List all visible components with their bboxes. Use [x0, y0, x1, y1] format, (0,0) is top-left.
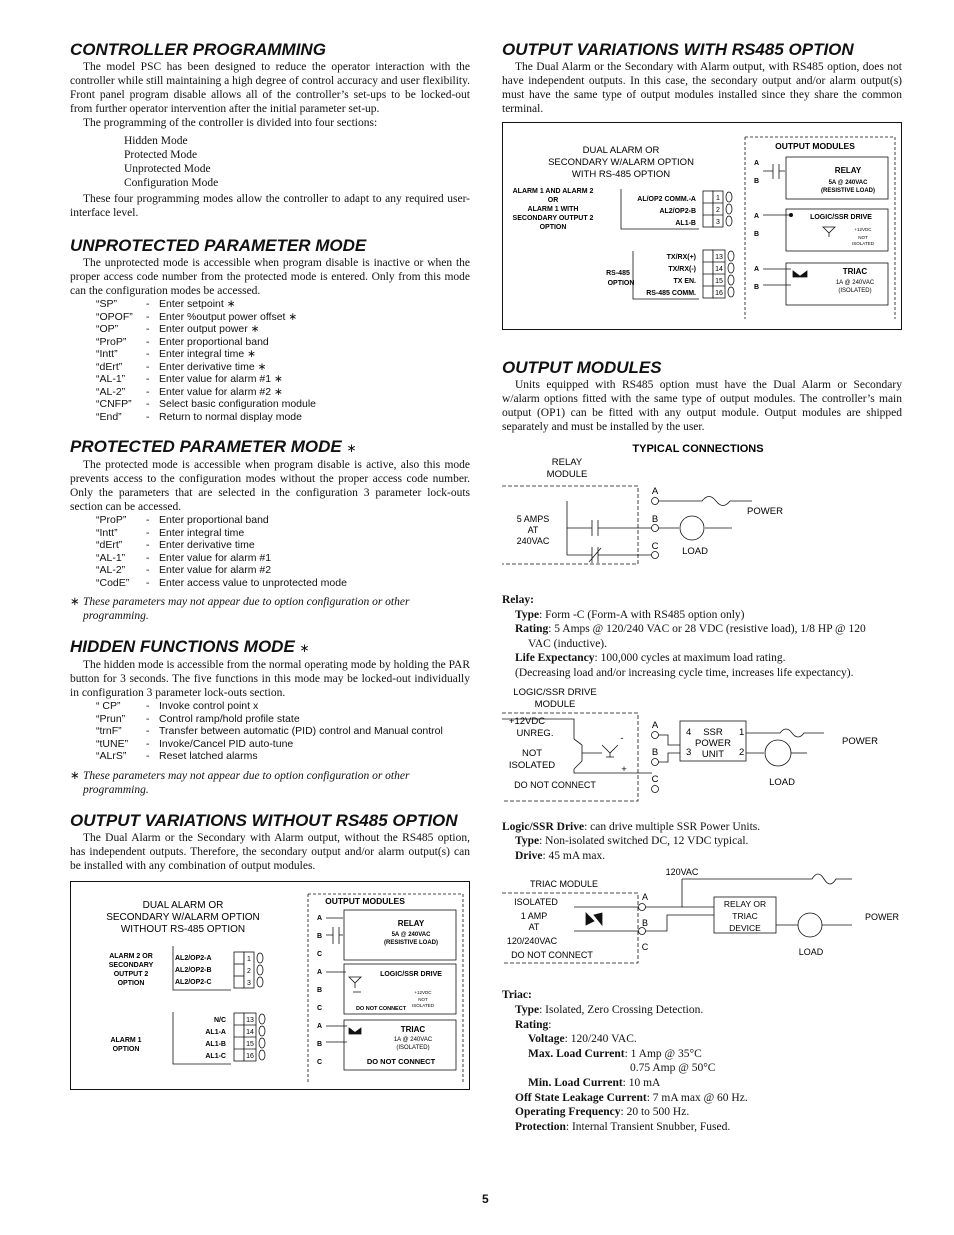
svg-text:TX/RX(+): TX/RX(+)	[666, 254, 696, 261]
svg-text:ISOLATED: ISOLATED	[514, 897, 558, 908]
param-row: “trnF” - Transfer between automatic (PID) control and Manual control	[96, 725, 443, 737]
svg-text:A: A	[754, 213, 760, 220]
svg-text:OUTPUT 2: OUTPUT 2	[113, 970, 149, 978]
logic-connection-diagram	[502, 681, 902, 803]
paragraph: Units equipped with RS485 option must have the Dual Alarm or Secondary w/alarm options fitted with the same type of output modules. The controller’s main output (OP1) can be fitted with any output module. Output modules are shipped separately and must be installed by the user.	[502, 379, 902, 433]
svg-text:TRIAC: TRIAC	[842, 267, 868, 276]
param-row: “OPOF” - Enter %output power offset ∗	[96, 310, 298, 323]
svg-text:OPTION: OPTION	[112, 1045, 140, 1053]
svg-text:+12VDC: +12VDC	[414, 989, 432, 995]
svg-text:RS-485 COMM.: RS-485 COMM.	[646, 290, 696, 297]
modules-title: OUTPUT MODULES	[325, 895, 405, 906]
param-row: “ProP” - Enter proportional band	[96, 335, 269, 348]
wiring-diagram-without-rs485	[70, 881, 470, 1090]
terminal-block-top	[703, 191, 732, 227]
svg-text:B: B	[317, 932, 323, 940]
svg-text:C: C	[317, 1058, 323, 1066]
paragraph: The Dual Alarm or the Secondary with Alarm output, without the RS485 option, has independent outputs. Therefore, the secondary output and/or alarm output(s) can be installed with any combination of output modules.	[70, 831, 470, 872]
svg-text:B: B	[754, 231, 760, 238]
svg-text:(RESISTIVE LOAD): (RESISTIVE LOAD)	[820, 188, 876, 194]
svg-text:WITH RS-485 OPTION: WITH RS-485 OPTION	[571, 169, 671, 180]
param-table	[96, 514, 347, 589]
unprotected-section	[70, 236, 470, 423]
svg-text:LOGIC/SSR DRIVE: LOGIC/SSR DRIVE	[513, 686, 597, 698]
section-title: OUTPUT MODULES	[502, 358, 662, 377]
svg-text:DO NOT CONNECT: DO NOT CONNECT	[355, 1005, 407, 1012]
svg-text:RELAY: RELAY	[551, 457, 583, 468]
section-title: PROTECTED PARAMETER MODE ∗	[70, 437, 357, 456]
svg-text:5 AMPS: 5 AMPS	[516, 514, 550, 524]
svg-text:AL1-C: AL1-C	[205, 1052, 226, 1060]
param-row: “OP” - Enter output power ∗	[96, 323, 260, 335]
relay-connection-diagram	[502, 434, 902, 576]
svg-text:POWER: POWER	[842, 735, 878, 747]
svg-text:B: B	[651, 746, 659, 758]
param-row: “Intt” - Enter integral time ∗	[96, 348, 256, 360]
terminal-label: AL2/OP2-A	[175, 954, 212, 962]
svg-text:SECONDARY: SECONDARY	[108, 961, 154, 969]
param-row: “AL-1” - Enter value for alarm #1 ∗	[96, 373, 283, 385]
paragraph: The hidden mode is accessible from the normal operating mode by holding the PAR button for 3 seconds. The five functions in this mode may be locked-out individually in configuration 3 parameter lock-outs section.	[70, 659, 470, 699]
footnote: ∗ These parameters may not appear due to option configuration or other programming.	[70, 769, 410, 796]
svg-text:POWER: POWER	[747, 506, 783, 517]
param-row: “AL-1” - Enter value for alarm #1	[96, 551, 272, 564]
section-title: CONTROLLER PROGRAMMING	[70, 40, 326, 59]
without-rs485-section	[70, 811, 470, 1090]
svg-text:B: B	[651, 514, 659, 525]
svg-text:OPTION: OPTION	[607, 280, 635, 287]
typical-connections-title: TYPICAL CONNECTIONS	[632, 443, 764, 455]
right-column	[502, 40, 902, 1134]
svg-text:B: B	[754, 178, 760, 185]
svg-text:120/240VAC: 120/240VAC	[506, 936, 558, 947]
svg-text:14: 14	[246, 1028, 254, 1036]
svg-text:1A @ 240VAC: 1A @ 240VAC	[835, 280, 875, 286]
svg-text:3: 3	[686, 746, 692, 758]
svg-text:LOAD: LOAD	[682, 546, 708, 557]
terminal-label: AL2/OP2-C	[175, 978, 212, 986]
svg-text:ISOLATED: ISOLATED	[852, 241, 874, 246]
svg-text:UNREG.: UNREG.	[516, 727, 554, 739]
triac-label: TRIAC	[400, 1024, 426, 1034]
svg-text:120VAC: 120VAC	[665, 867, 699, 878]
svg-text:ISOLATED: ISOLATED	[412, 1002, 434, 1008]
svg-text:2: 2	[716, 207, 720, 214]
svg-text:MODULE: MODULE	[534, 698, 576, 710]
svg-text:AL2/OP2-B: AL2/OP2-B	[659, 208, 696, 215]
page-number: 5	[482, 1192, 489, 1206]
svg-text:NOT: NOT	[418, 996, 428, 1002]
controller-programming-section	[70, 40, 470, 220]
svg-text:AT: AT	[527, 525, 539, 535]
svg-text:2: 2	[739, 746, 745, 758]
svg-text:16: 16	[715, 290, 723, 297]
param-row: “dErt” - Enter derivative time	[96, 539, 255, 551]
svg-text:OPTION: OPTION	[117, 979, 145, 987]
hidden-section	[70, 637, 470, 797]
svg-text:4: 4	[686, 726, 692, 738]
svg-text:SECONDARY OUTPUT 2: SECONDARY OUTPUT 2	[512, 215, 594, 222]
svg-text:AL1-B: AL1-B	[205, 1040, 226, 1048]
svg-text:DO NOT CONNECT: DO NOT CONNECT	[514, 779, 596, 790]
relay-spec: Relay: Type: Form -C (Form-A with RS485 option only) Rating: 5 Amps @ 120/240 VAC or 28 VDC (resistive load), 1/8 HP @ 120 VAC (inductive). Life Expectancy: 100,000 cycles at maximum load rating. (Decreasing load and/or increasing cycle time, increases life expectancy).	[502, 594, 866, 679]
protected-section	[70, 437, 470, 623]
section-title: HIDDEN FUNCTIONS MODE ∗	[70, 637, 310, 656]
logic-label: LOGIC/SSR DRIVE	[380, 970, 442, 978]
terminal-block-top	[234, 952, 263, 988]
relay-label: RELAY	[397, 918, 425, 928]
terminal-block-bottom	[234, 1013, 265, 1061]
param-row: “End” - Return to normal display mode	[96, 410, 302, 423]
svg-text:OR: OR	[547, 197, 559, 204]
svg-text:15: 15	[246, 1040, 254, 1048]
paragraph: These four programming modes allow the controller to adapt to any required user-interface level.	[70, 193, 470, 219]
svg-text:RELAY: RELAY	[834, 166, 862, 175]
triac-connection-diagram	[502, 863, 902, 975]
svg-text:TX/RX(-): TX/RX(-)	[668, 266, 696, 273]
svg-text:13: 13	[246, 1016, 254, 1024]
svg-text:15: 15	[715, 278, 723, 285]
param-row: “AL-2” - Enter value for alarm #2 ∗	[96, 385, 283, 398]
left-column	[70, 40, 470, 1090]
rs485-label: RS-485	[606, 270, 630, 277]
diagram-header: DUAL ALARM OR	[142, 899, 224, 911]
paragraph: The model PSC has been designed to reduce the operator interaction with the controller while still maintaining a high degree of control accuracy and user flexibility. Front panel program disable allows all of the controller’s set-ups to be locked-out from further operator intervention after the initial parameter set-up.	[70, 61, 470, 115]
svg-text:C: C	[651, 541, 659, 552]
param-table	[96, 700, 443, 763]
svg-text:B: B	[317, 1040, 323, 1048]
param-row: “dErt” - Enter derivative time ∗	[96, 360, 267, 373]
alarm2-label: ALARM 2 OR	[109, 952, 153, 960]
svg-text:AL/OP2 COMM.-A: AL/OP2 COMM.-A	[637, 196, 696, 203]
svg-text:A: A	[651, 486, 659, 497]
mode-item: Hidden Mode	[124, 135, 188, 147]
diagram-header: SECONDARY W/ALARM OPTION	[106, 911, 260, 923]
svg-text:AL1-B: AL1-B	[675, 220, 696, 227]
logic-spec: Logic/SSR Drive: can drive multiple SSR Power Units. Type: Non-isolated switched DC, 12 VDC typical. Drive: 45 mA max.	[502, 820, 761, 862]
svg-text:A: A	[317, 968, 323, 976]
svg-text:1: 1	[739, 726, 745, 738]
svg-text:DUAL ALARM OR: DUAL ALARM OR	[582, 145, 660, 156]
svg-text:TX EN.: TX EN.	[673, 278, 696, 285]
svg-text:UNIT: UNIT	[701, 748, 725, 760]
svg-text:1A @ 240VAC: 1A @ 240VAC	[393, 1036, 433, 1043]
svg-text:14: 14	[715, 266, 723, 273]
svg-text:2: 2	[247, 967, 251, 975]
svg-text:AT: AT	[528, 922, 540, 933]
svg-text:POWER: POWER	[864, 912, 900, 923]
wiring-diagram-with-rs485	[502, 122, 902, 330]
mode-item: Unprotected Mode	[124, 163, 211, 175]
param-row: “Prun” - Control ramp/hold profile state	[96, 712, 300, 725]
param-row: “ALrS” - Reset latched alarms	[96, 750, 258, 762]
svg-text:AL1-A: AL1-A	[205, 1028, 226, 1036]
alarm-label: ALARM 1 AND ALARM 2	[512, 188, 594, 195]
svg-text:(RESISTIVE LOAD): (RESISTIVE LOAD)	[383, 939, 439, 946]
svg-text:N/C: N/C	[213, 1016, 226, 1024]
svg-text:A: A	[754, 160, 760, 167]
paragraph: The Dual Alarm or the Secondary with Alarm output, with RS485 option, does not have independent outputs. In this case, the secondary output and/or alarm output(s) must have the same type of output modules installed since they share the common terminal.	[502, 61, 902, 115]
param-row: “tUNE” - Invoke/Cancel PID auto-tune	[96, 737, 294, 750]
paragraph: The programming of the controller is divided into four sections:	[83, 117, 378, 129]
svg-text:C: C	[641, 942, 649, 953]
svg-text:1: 1	[247, 955, 251, 963]
paragraph: The unprotected mode is accessible when program disable is inactive or when the proper access code number from the protected mode is entered. Only from this mode can the configuration modes be accessed.	[70, 257, 470, 297]
svg-text:5A @ 240VAC: 5A @ 240VAC	[391, 931, 431, 938]
svg-text:3: 3	[716, 219, 720, 226]
svg-text:ALARM 1 WITH: ALARM 1 WITH	[527, 206, 579, 213]
svg-text:5A @ 240VAC: 5A @ 240VAC	[828, 180, 868, 186]
param-row: “CodE” - Enter access value to unprotected mode	[96, 576, 347, 589]
output-modules-section	[502, 358, 902, 1134]
param-row: “Intt” - Enter integral time	[96, 526, 245, 539]
svg-text:ISOLATED: ISOLATED	[508, 759, 556, 771]
param-row: “CNFP” - Select basic configuration module	[96, 398, 317, 410]
section-title: OUTPUT VARIATIONS WITH RS485 OPTION	[502, 40, 854, 59]
param-row: “SP” - Enter setpoint ∗	[96, 298, 236, 310]
svg-text:C: C	[651, 773, 659, 785]
param-row: “ CP” - Invoke control point x	[96, 700, 259, 712]
svg-text:B: B	[641, 918, 649, 929]
svg-text:3: 3	[247, 979, 251, 987]
svg-text:A: A	[317, 1022, 323, 1030]
alarm1-label: ALARM 1	[110, 1036, 142, 1044]
svg-text:+12VDC: +12VDC	[508, 715, 546, 727]
param-row: “AL-2” - Enter value for alarm #2	[96, 564, 272, 576]
svg-text:TRIAC: TRIAC	[732, 911, 758, 922]
svg-text:OPTION: OPTION	[539, 224, 567, 231]
svg-text:DO NOT CONNECT: DO NOT CONNECT	[366, 1056, 436, 1066]
svg-text:240VAC: 240VAC	[516, 536, 550, 546]
svg-text:13: 13	[715, 254, 723, 261]
svg-text:+: +	[621, 763, 627, 775]
svg-text:OUTPUT MODULES: OUTPUT MODULES	[775, 141, 855, 151]
svg-text:B: B	[317, 986, 323, 994]
terminal-label: AL2/OP2-B	[175, 966, 212, 974]
svg-text:16: 16	[246, 1052, 254, 1060]
with-rs485-section	[502, 40, 902, 330]
svg-text:SECONDARY W/ALARM OPTION: SECONDARY W/ALARM OPTION	[548, 157, 694, 168]
svg-text:TRIAC MODULE: TRIAC MODULE	[529, 879, 599, 890]
svg-text:C: C	[317, 1004, 323, 1012]
paragraph: The protected mode is accessible when program disable is active, also this mode prevents access to the configuration modes without the proper access code number. Only the parameters that are selected in the configuration 3 parameter lock-outs section can be accessed.	[70, 459, 470, 513]
svg-text:C: C	[317, 950, 323, 958]
svg-text:DO NOT CONNECT: DO NOT CONNECT	[511, 950, 593, 961]
svg-text:A: A	[641, 892, 649, 903]
param-table	[96, 298, 316, 423]
svg-text:NOT: NOT	[521, 747, 543, 759]
section-title: UNPROTECTED PARAMETER MODE	[70, 236, 367, 255]
svg-text:B: B	[754, 284, 760, 291]
svg-text:A: A	[317, 914, 323, 922]
svg-text:1 AMP: 1 AMP	[520, 911, 548, 922]
mode-item: Configuration Mode	[124, 177, 219, 189]
param-row: “ProP” - Enter proportional band	[96, 514, 269, 526]
svg-text:RELAY OR: RELAY OR	[723, 899, 767, 910]
svg-text:DEVICE: DEVICE	[729, 923, 761, 934]
svg-text:MODULE: MODULE	[546, 469, 588, 480]
svg-text:A: A	[754, 266, 760, 273]
svg-text:LOAD: LOAD	[769, 776, 795, 788]
svg-text:LOAD: LOAD	[798, 947, 824, 958]
svg-text:LOGIC/SSR DRIVE: LOGIC/SSR DRIVE	[810, 214, 872, 221]
svg-text:-: -	[620, 732, 624, 744]
footnote: ∗ These parameters may not appear due to option configuration or other programming.	[70, 596, 410, 622]
svg-text:NOT: NOT	[858, 235, 868, 240]
section-title: OUTPUT VARIATIONS WITHOUT RS485 OPTION	[70, 810, 458, 830]
triac-spec: Triac: Type: Isolated, Zero Crossing Detection. Rating: Voltage: 120/240 VAC. Max. Load Current: 1 Amp @ 35°C 0.75 Amp @ 50°C Min. Load Current: 10 mA Off State Leakage Current: 7 mA max @ 60 Hz. Operating Frequency: 20 to 500 Hz. Protection: Internal Transient Snubber, Fused.	[502, 989, 748, 1133]
svg-text:+12VDC: +12VDC	[854, 227, 872, 232]
mode-item: Protected Mode	[124, 149, 198, 161]
svg-text:POWER: POWER	[695, 737, 731, 749]
svg-text:1: 1	[716, 195, 720, 202]
svg-text:SSR: SSR	[703, 726, 723, 738]
diagram-header: WITHOUT RS-485 OPTION	[120, 923, 246, 935]
svg-text:(ISOLATED): (ISOLATED)	[838, 288, 872, 294]
mode-list	[70, 134, 470, 190]
svg-text:A: A	[651, 719, 659, 731]
terminal-block-bottom	[703, 250, 734, 298]
svg-text:(ISOLATED): (ISOLATED)	[396, 1044, 430, 1051]
